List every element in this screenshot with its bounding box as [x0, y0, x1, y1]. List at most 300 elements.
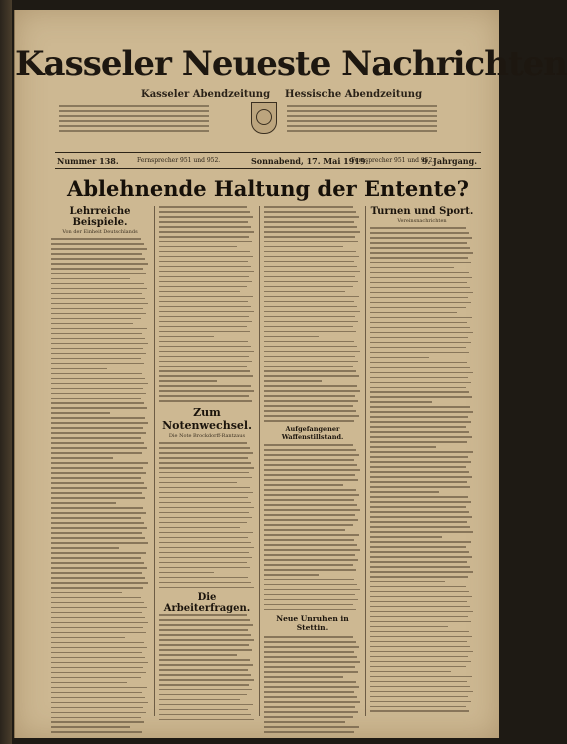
text-line: [51, 617, 145, 619]
text-line: [51, 647, 147, 649]
text-line: [264, 246, 343, 248]
text-line: [159, 639, 254, 641]
divider: [55, 168, 481, 169]
text-line: [159, 507, 254, 509]
text-line: [264, 604, 353, 606]
text-line: [370, 671, 451, 673]
text-line: [159, 537, 248, 539]
text-line: [159, 552, 249, 554]
text-line: [159, 477, 252, 479]
text-line: [370, 476, 472, 478]
text-line: [51, 462, 148, 464]
article-body: [264, 206, 361, 422]
text-line: [159, 442, 247, 444]
text-line: [51, 368, 107, 370]
text-line: [51, 308, 143, 310]
text-line: [159, 619, 250, 621]
text-line: [264, 464, 357, 466]
text-line: [264, 366, 353, 368]
text-line: [51, 378, 145, 380]
article-heading: Die Arbeiterfragen.: [163, 592, 251, 615]
text-line: [264, 276, 355, 278]
text-line: [264, 651, 354, 653]
text-line: [51, 492, 142, 494]
text-line: [159, 351, 254, 353]
text-line: [264, 479, 358, 481]
text-line: [264, 716, 353, 718]
text-line: [264, 574, 319, 576]
binding-edge: [0, 0, 12, 744]
volume-year: 9. Jahrgang.: [421, 156, 477, 166]
text-line: [370, 426, 466, 428]
text-line: [264, 474, 355, 476]
text-line: [51, 298, 145, 300]
article-body: [159, 206, 255, 402]
text-line: [159, 271, 254, 273]
text-line: [370, 486, 470, 488]
text-line: [370, 681, 467, 683]
text-line: [159, 356, 249, 358]
text-line: [264, 449, 356, 451]
article-subheading: Die Note Brockdorff-Rantzaus: [168, 432, 246, 439]
text-line: [51, 318, 141, 320]
text-line: [159, 482, 237, 484]
text-line: [264, 420, 354, 422]
text-line: [159, 567, 250, 569]
text-line: [370, 387, 466, 389]
text-line: [370, 506, 466, 508]
article-body: [370, 227, 474, 712]
text-line: [370, 262, 471, 264]
text-line: [264, 395, 355, 397]
text-line: [51, 717, 141, 719]
text-line: [264, 271, 360, 273]
text-line: [51, 358, 141, 360]
text-line: [51, 447, 147, 449]
text-line: [51, 258, 145, 260]
text-line: [370, 676, 472, 678]
text-line: [370, 456, 468, 458]
text-line: [51, 612, 142, 614]
text-line: [51, 602, 144, 604]
text-line: [264, 444, 353, 446]
text-line: [370, 282, 467, 284]
text-line: [264, 459, 354, 461]
text-line: [264, 701, 360, 703]
text-line: [264, 370, 356, 372]
text-line: [159, 341, 248, 343]
text-line: [370, 297, 468, 299]
text-line: [264, 251, 356, 253]
text-line: [370, 362, 467, 364]
text-line: [159, 306, 251, 308]
text-line: [370, 601, 467, 603]
text-line: [51, 393, 146, 395]
text-line: [159, 624, 253, 626]
text-line: [51, 363, 144, 365]
text-line: [159, 679, 254, 681]
text-line: [51, 587, 143, 589]
text-line: [51, 497, 145, 499]
text-line: [264, 336, 319, 338]
text-line: [159, 211, 250, 213]
column-2: [159, 206, 255, 726]
text-line: [51, 313, 146, 315]
text-line: [264, 534, 359, 536]
text-line: [264, 291, 345, 293]
text-line: [159, 659, 250, 661]
text-line: [370, 471, 469, 473]
text-line: [159, 542, 251, 544]
text-line: [370, 332, 473, 334]
text-line: [159, 366, 247, 368]
text-line: [159, 664, 253, 666]
text-line: [264, 346, 357, 348]
column-4: [370, 206, 474, 726]
text-line: [51, 452, 142, 454]
text-line: [51, 303, 148, 305]
text-line: [51, 697, 145, 699]
text-line: [159, 281, 252, 283]
text-line: [370, 661, 471, 663]
text-line: [159, 587, 254, 589]
text-line: [159, 462, 251, 464]
text-line: [370, 706, 466, 708]
text-line: [264, 306, 357, 308]
text-line: [370, 531, 473, 533]
text-line: [264, 256, 359, 258]
text-line: [51, 388, 143, 390]
text-line: [159, 532, 253, 534]
text-line: [264, 549, 360, 551]
text-line: [264, 281, 358, 283]
text-line: [159, 487, 250, 489]
issue-date: Sonnabend, 17. Mai 1919.: [251, 156, 369, 166]
text-line: [264, 296, 359, 298]
text-line: [159, 346, 251, 348]
text-line: [264, 721, 345, 723]
article-heading: Aufgefangener Waffenstillstand.: [281, 425, 344, 442]
text-line: [370, 571, 473, 573]
text-line: [159, 654, 237, 656]
text-line: [370, 377, 468, 379]
text-line: [370, 272, 469, 274]
text-line: [51, 627, 143, 629]
text-line: [370, 651, 473, 653]
text-line: [159, 709, 248, 711]
text-line: [159, 719, 254, 721]
text-line: [370, 391, 469, 393]
text-line: [51, 637, 125, 639]
text-line: [159, 375, 253, 377]
text-line: [370, 710, 469, 712]
text-line: [264, 286, 353, 288]
text-line: [264, 671, 358, 673]
text-line: [370, 436, 472, 438]
text-line: [370, 327, 470, 329]
text-line: [264, 569, 356, 571]
text-line: [370, 616, 468, 618]
text-line: [159, 547, 254, 549]
text-line: [159, 689, 252, 691]
text-line: [370, 566, 470, 568]
text-line: [264, 484, 343, 486]
text-line: [159, 286, 247, 288]
text-line: [159, 385, 251, 387]
text-line: [51, 692, 142, 694]
text-line: [370, 292, 473, 294]
text-line: [159, 266, 251, 268]
text-line: [159, 370, 250, 372]
text-line: [370, 322, 467, 324]
text-line: [370, 367, 470, 369]
text-line: [370, 396, 472, 398]
text-line: [264, 316, 355, 318]
text-line: [51, 597, 141, 599]
article-heading: Turnen und Sport.: [370, 206, 474, 217]
text-line: [264, 380, 322, 382]
text-line: [370, 267, 454, 269]
text-line: [159, 582, 251, 584]
text-line: [159, 395, 249, 397]
text-line: [264, 400, 358, 402]
text-line: [51, 442, 144, 444]
article-heading: Lehrreiche Beispiele.: [69, 206, 131, 228]
text-line: [159, 512, 249, 514]
text-line: [264, 676, 343, 678]
text-line: [264, 539, 354, 541]
text-line: [51, 552, 146, 554]
masthead-subtitle-right: Hessische Abendzeitung: [285, 89, 423, 100]
text-line: [51, 353, 146, 355]
text-line: [159, 614, 247, 616]
text-line: [264, 326, 353, 328]
text-line: [159, 311, 254, 313]
text-line: [264, 579, 354, 581]
text-line: [370, 411, 473, 413]
text-line: [159, 562, 247, 564]
text-line: [51, 422, 148, 424]
text-line: [370, 511, 469, 513]
text-line: [264, 231, 360, 233]
text-line: [51, 652, 142, 654]
text-line: [51, 402, 144, 404]
text-line: [370, 581, 445, 583]
text-line: [51, 582, 148, 584]
text-line: [159, 497, 248, 499]
text-line: [370, 541, 471, 543]
text-line: [264, 519, 358, 521]
text-line: [51, 677, 141, 679]
text-line: [264, 691, 354, 693]
text-line: [264, 564, 353, 566]
issue-number: Nummer 138.: [57, 156, 119, 166]
text-line: [370, 382, 471, 384]
text-line: [264, 696, 357, 698]
text-line: [51, 726, 130, 728]
article-body: [264, 444, 361, 610]
text-line: [159, 714, 251, 716]
text-line: [159, 704, 253, 706]
text-line: [370, 696, 468, 698]
text-line: [264, 469, 360, 471]
text-line: [264, 356, 355, 358]
text-line: [51, 398, 141, 400]
text-line: [370, 631, 469, 633]
text-line: [159, 261, 248, 263]
text-line: [51, 472, 146, 474]
text-line: [264, 301, 354, 303]
text-line: [159, 457, 248, 459]
text-line: [370, 312, 457, 314]
text-line: [370, 302, 471, 304]
text-line: [370, 496, 468, 498]
text-line: [370, 576, 468, 578]
text-line: [159, 699, 240, 701]
text-line: [370, 431, 469, 433]
article-heading: Zum Notenwechsel.: [162, 405, 252, 432]
text-line: [159, 400, 252, 402]
text-line: [264, 266, 357, 268]
text-line: [159, 674, 251, 676]
text-line: [159, 467, 254, 469]
text-line: [51, 721, 144, 723]
text-line: [370, 646, 470, 648]
masthead-info-left: [59, 102, 209, 136]
text-line: [264, 594, 355, 596]
text-line: [370, 242, 467, 244]
text-line: [264, 711, 358, 713]
text-line: [51, 632, 146, 634]
text-line: [159, 256, 253, 258]
text-line: [51, 417, 145, 419]
text-line: [370, 636, 472, 638]
text-line: [159, 472, 249, 474]
text-line: [51, 278, 130, 280]
text-line: [51, 407, 147, 409]
text-line: [370, 247, 470, 249]
text-line: [51, 467, 143, 469]
text-line: [370, 606, 470, 608]
text-line: [159, 241, 252, 243]
text-line: [159, 669, 248, 671]
text-line: [264, 599, 358, 601]
text-line: [264, 489, 356, 491]
text-line: [370, 501, 471, 503]
text-line: [264, 609, 356, 611]
text-line: [51, 547, 119, 549]
text-line: [370, 536, 442, 538]
text-line: [159, 216, 253, 218]
text-line: [370, 317, 472, 319]
text-line: [264, 494, 359, 496]
text-line: [370, 227, 466, 229]
text-line: [370, 556, 472, 558]
text-line: [370, 466, 466, 468]
text-line: [51, 707, 143, 709]
text-line: [264, 499, 354, 501]
text-line: [51, 432, 146, 434]
text-line: [370, 521, 467, 523]
text-line: [159, 572, 214, 574]
text-line: [159, 380, 217, 382]
text-line: [370, 287, 470, 289]
text-line: [370, 596, 472, 598]
text-line: [370, 526, 470, 528]
text-line: [51, 288, 147, 290]
text-line: [370, 641, 467, 643]
column-3: [264, 206, 361, 726]
text-line: [264, 410, 356, 412]
text-line: [159, 301, 248, 303]
text-line: [370, 237, 472, 239]
text-line: [264, 226, 357, 228]
text-line: [51, 268, 143, 270]
column-1: [51, 206, 149, 726]
text-line: [264, 544, 357, 546]
text-line: [51, 687, 147, 689]
text-line: [51, 243, 144, 245]
text-line: [264, 385, 357, 387]
text-line: [51, 572, 142, 574]
text-line: [370, 252, 473, 254]
text-line: [159, 231, 254, 233]
text-line: [264, 311, 360, 313]
text-line: [159, 226, 251, 228]
text-line: [159, 527, 240, 529]
text-line: [51, 702, 148, 704]
text-line: [264, 726, 359, 728]
text-line: [51, 537, 145, 539]
text-line: [264, 341, 354, 343]
text-line: [51, 323, 133, 325]
main-headline: Ablehnende Haltung der Entente?: [67, 176, 469, 201]
text-line: [159, 447, 250, 449]
text-line: [159, 522, 247, 524]
text-line: [370, 586, 466, 588]
text-line: [370, 591, 469, 593]
text-line: [51, 338, 145, 340]
column-divider: [154, 206, 155, 716]
text-line: [51, 527, 147, 529]
text-line: [51, 457, 113, 459]
text-line: [159, 221, 248, 223]
text-line: [51, 502, 116, 504]
text-line: [51, 562, 144, 564]
text-line: [370, 406, 470, 408]
text-line: [264, 361, 358, 363]
text-line: [264, 390, 360, 392]
divider: [55, 152, 481, 153]
text-line: [51, 373, 142, 375]
text-line: [264, 351, 360, 353]
column-divider: [365, 206, 366, 716]
text-line: [370, 277, 472, 279]
text-line: [51, 667, 143, 669]
text-line: [159, 390, 254, 392]
text-line: [51, 522, 144, 524]
text-line: [264, 241, 358, 243]
text-line: [51, 657, 145, 659]
phone-left: Fernsprecher 951 und 952.: [137, 157, 221, 164]
text-line: [51, 487, 147, 489]
article-subheading: Vereinsnachrichten: [397, 218, 447, 224]
text-line: [159, 634, 251, 636]
text-line: [370, 421, 471, 423]
text-line: [370, 416, 468, 418]
text-line: [264, 666, 355, 668]
text-line: [51, 712, 146, 714]
